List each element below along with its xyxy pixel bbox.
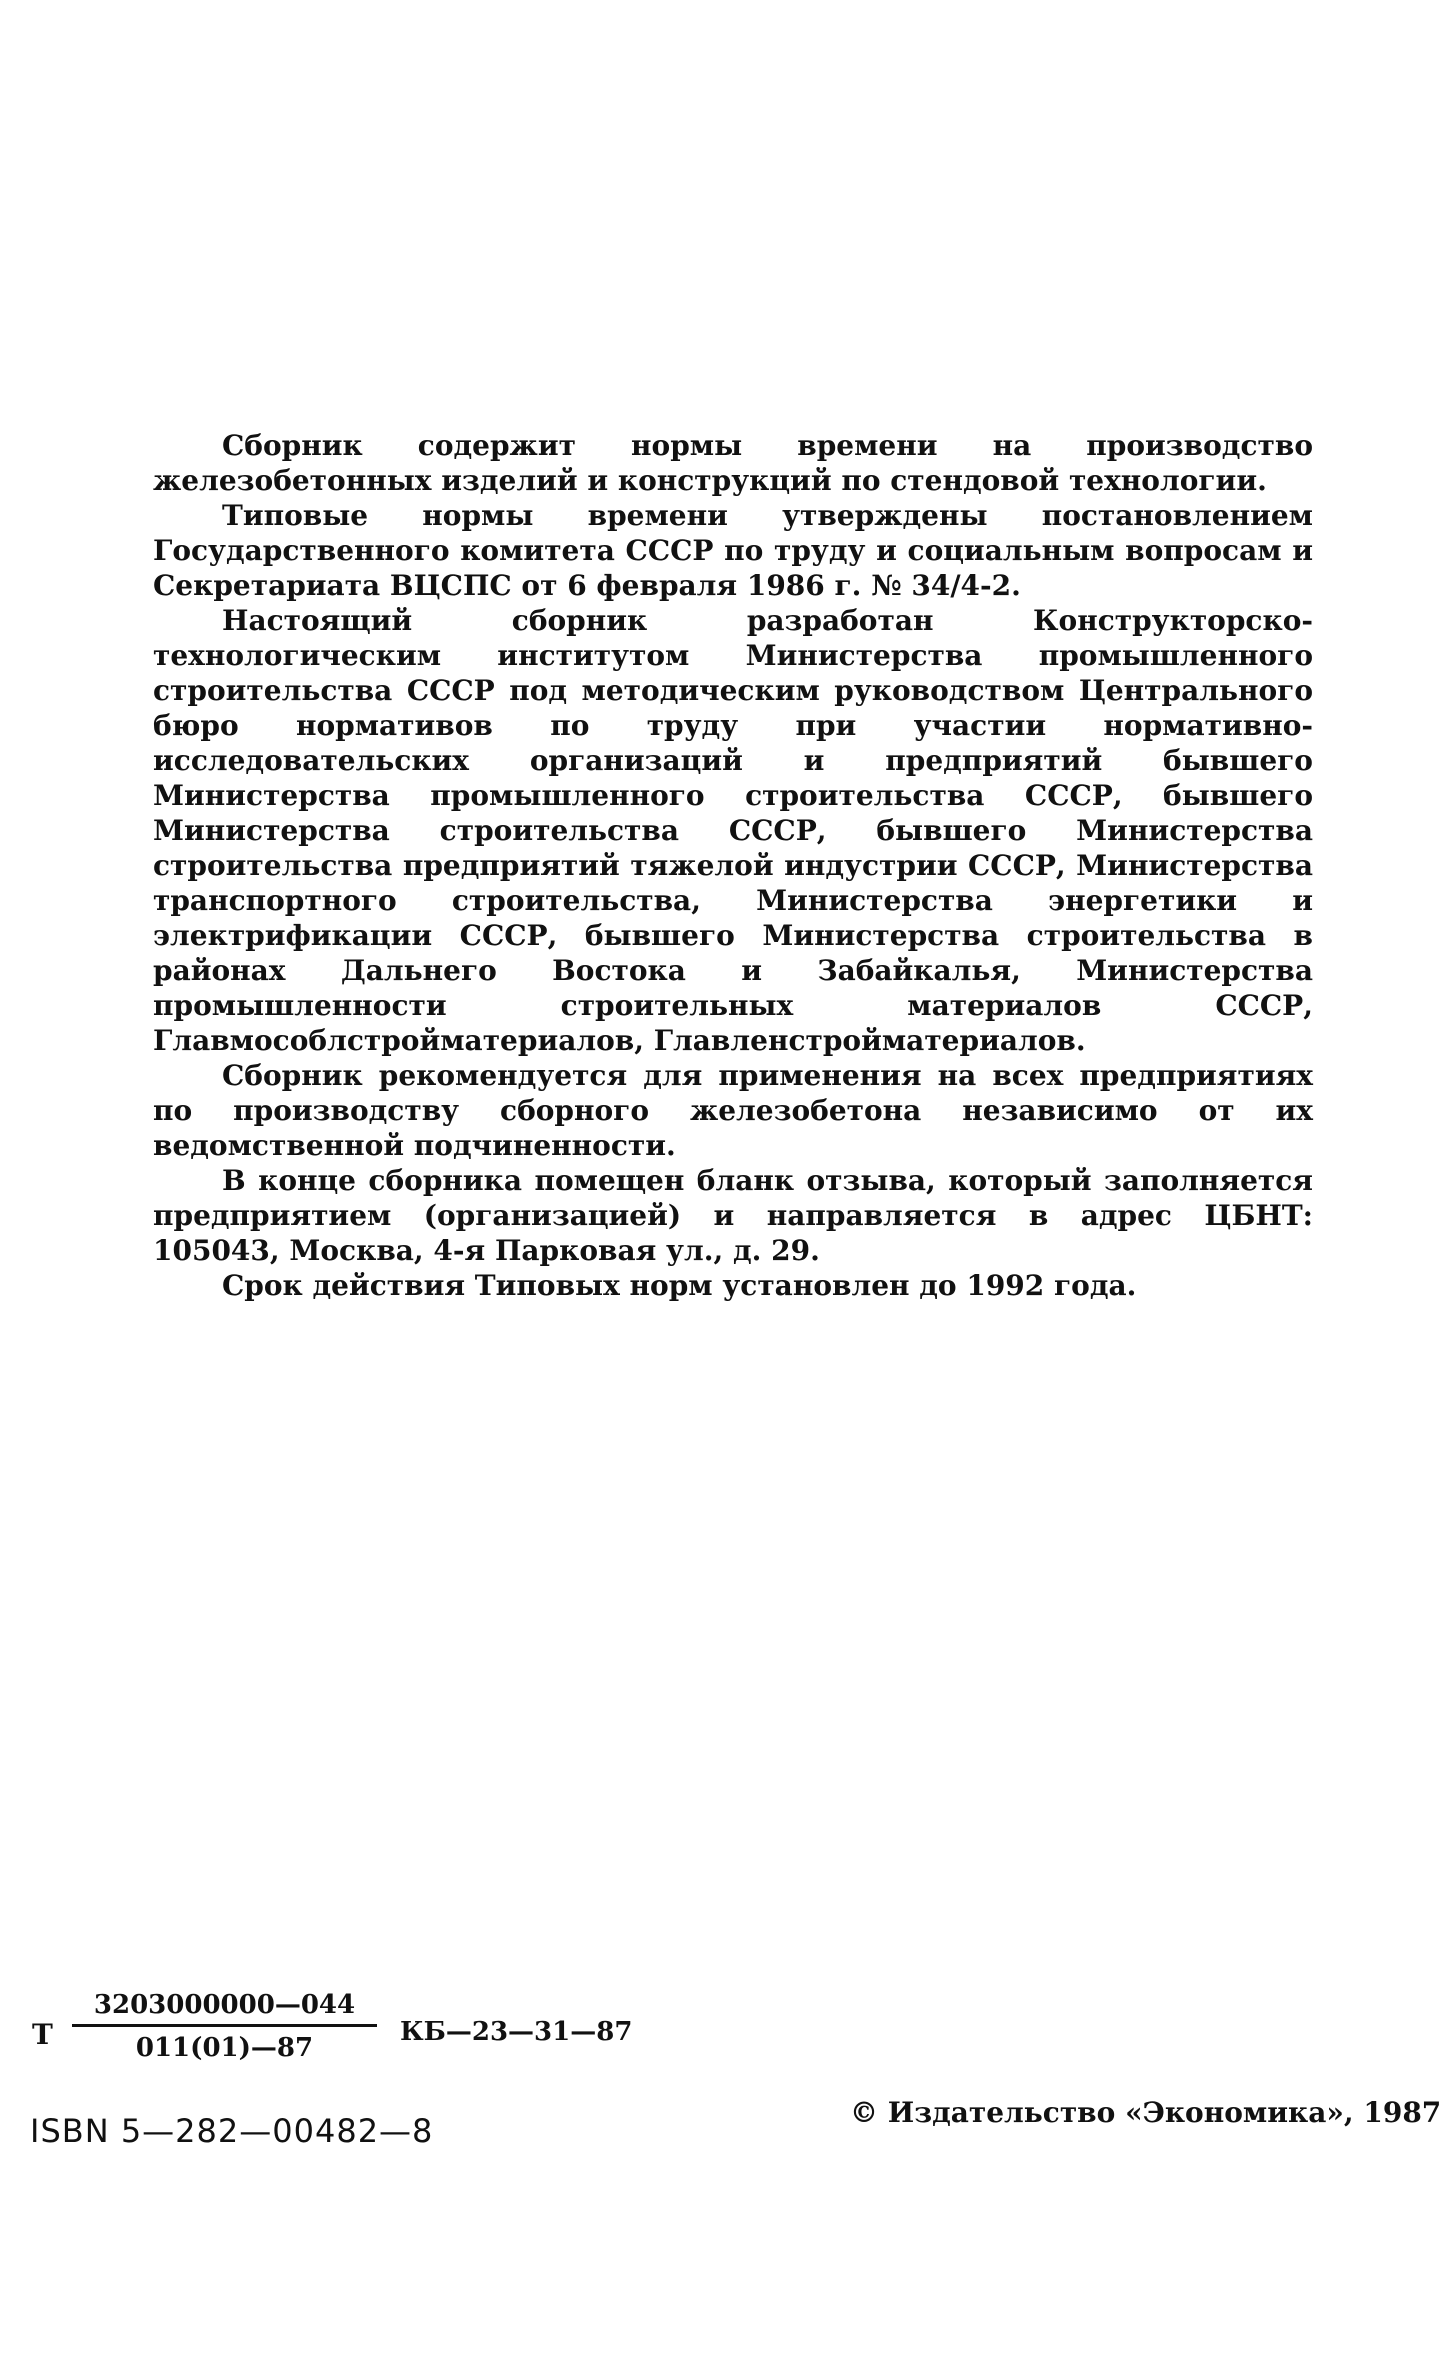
isbn: ISBN 5—282—00482—8 <box>30 2112 434 2150</box>
paragraph-developers: Настоящий сборник разработан Конструкторско-технологическим институтом Министерства промышленного строительства СССР под методическим руководством Центрального бюро нормативов по труду при участии нормативно-исследовательских организаций и предприятий бывшего Министерства промышленного строительства СССР, бывшего Министерства строительства СССР, бывшего Министерства строительства предприятий тяжелой индустрии СССР, Министерства транспортного строительства, Министерства энергетики и электрификации СССР, бывшего Министерства строительства в районах Дальнего Востока и Забайкалья, Министерства промышленности строительных материалов СССР, Главмособлстройматериалов, Главленстройматериалов. <box>153 604 1313 1057</box>
paragraph-recommendation: Сборник рекомендуется для применения на всех предприятиях по производству сборного железобетона независимо от их ведомственной подчиненности. <box>153 1059 1313 1162</box>
imprint-numerator: 3203000000—044 <box>72 1990 377 2027</box>
paragraph-approval: Типовые нормы времени утверждены постановлением Государственного комитета СССР по труду и социальным вопросам и Секретариата ВЦСПС от 6 февраля 1986 г. № 34/4-2. <box>153 499 1313 602</box>
imprint-letter: Т <box>32 2018 53 2051</box>
imprint-fraction <box>72 1990 377 2063</box>
imprint-denominator: 011(01)—87 <box>135 2033 314 2063</box>
imprint-code: КБ—23—31—87 <box>400 2017 633 2047</box>
annotation-text <box>153 428 1313 1303</box>
paragraph-contents: Сборник содержит нормы времени на производство железобетонных изделий и конструкций по стендовой технологии. <box>153 429 1313 497</box>
paragraph-validity: Срок действия Типовых норм установлен до 1992 года. <box>222 1269 1137 1302</box>
paragraph-feedback: В конце сборника помещен бланк отзыва, который заполняется предприятием (организацией) и направляется в адрес ЦБНТ: 105043, Москва, 4-я Парковая ул., д. 29. <box>153 1164 1313 1267</box>
copyright: © Издательство «Экономика», 1987 <box>850 2096 1442 2129</box>
